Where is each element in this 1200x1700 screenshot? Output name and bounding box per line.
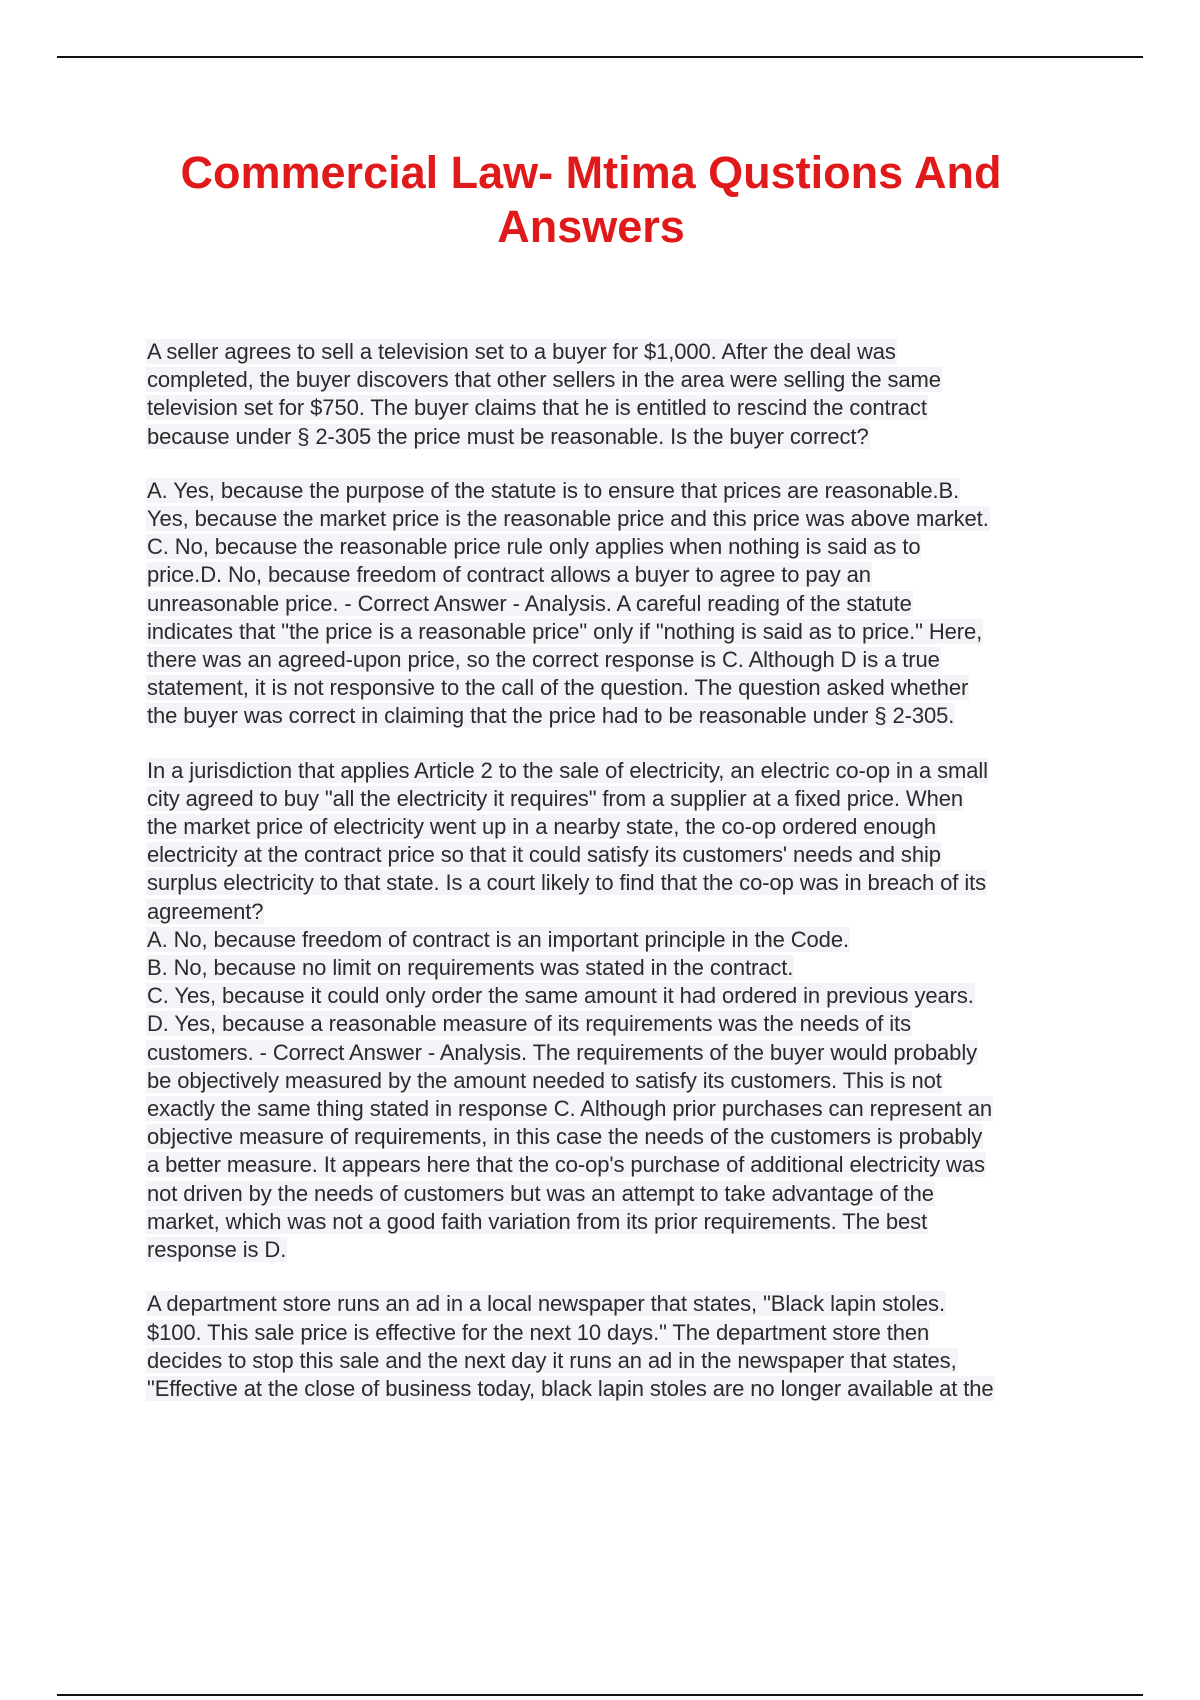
line-text: price.D. No, because freedom of contract allows a buyer to agree to pay an <box>147 562 871 588</box>
text-line <box>146 1290 1092 1318</box>
line-text: "Effective at the close of business today, black lapin stoles are no longer available at the <box>147 1375 994 1401</box>
line-text: because under § 2-305 the price must be reasonable. Is the buyer correct? <box>147 423 869 449</box>
text-line <box>146 1095 1092 1123</box>
line-text: objective measure of requirements, in this case the needs of the customers is probably <box>147 1124 983 1150</box>
text-line <box>146 1067 1092 1095</box>
line-text: decides to stop this sale and the next day it runs an ad in the newspaper that states, <box>147 1347 957 1373</box>
line-text: the market price of electricity went up in a nearby state, the co-op ordered enough <box>147 814 937 840</box>
text-line <box>146 1208 1092 1236</box>
text-line <box>146 505 1092 533</box>
text-line <box>146 1180 1092 1208</box>
line-text: unreasonable price. - Correct Answer - Analysis. A careful reading of the statute <box>147 590 912 616</box>
bottom-rule <box>57 1694 1143 1696</box>
line-text: a better measure. It appears here that the co-op's purchase of additional electricity was <box>147 1152 985 1178</box>
line-text: A. Yes, because the purpose of the statute is to ensure that prices are reasonable.B. <box>147 477 960 503</box>
line-text: indicates that "the price is a reasonable price" only if "nothing is said as to price." Here, <box>147 618 983 644</box>
text-line <box>146 869 1092 897</box>
line-text: A department store runs an ad in a local newspaper that states, "Black lapin stoles. <box>147 1291 945 1317</box>
document-title: Commercial Law- Mtima Qustions And Answers <box>180 147 1002 252</box>
line-text: there was an agreed-upon price, so the correct response is C. Although D is a true <box>147 647 940 673</box>
text-line <box>146 702 1092 730</box>
text-line <box>146 590 1092 618</box>
text-line <box>146 1319 1092 1347</box>
text-block <box>146 757 1092 1265</box>
line-text: not driven by the needs of customers but was an attempt to take advantage of the <box>147 1180 934 1206</box>
line-text: be objectively measured by the amount needed to satisfy its customers. This is not <box>147 1067 942 1093</box>
text-line <box>146 423 1092 451</box>
text-block <box>146 477 1092 731</box>
text-line <box>146 338 1092 366</box>
text-line <box>146 785 1092 813</box>
line-text: surplus electricity to that state. Is a court likely to find that the co-op was in breach of its <box>147 870 987 896</box>
line-text: C. No, because the reasonable price rule only applies when nothing is said as to <box>147 534 921 560</box>
text-line <box>146 674 1092 702</box>
text-line <box>146 618 1092 646</box>
line-text: agreement? <box>147 898 264 924</box>
line-text: A seller agrees to sell a television set to a buyer for $1,000. After the deal was <box>147 339 896 364</box>
text-line <box>146 366 1092 394</box>
line-text: television set for $750. The buyer claims that he is entitled to rescind the contract <box>147 395 927 421</box>
text-line <box>146 561 1092 589</box>
text-line <box>146 1347 1092 1375</box>
line-text: response is D. <box>147 1237 287 1263</box>
text-line <box>146 1010 1092 1038</box>
line-text: D. Yes, because a reasonable measure of its requirements was the needs of its <box>147 1011 911 1037</box>
line-text: customers. - Correct Answer - Analysis. The requirements of the buyer would probably <box>147 1039 978 1065</box>
line-text: statement, it is not responsive to the call of the question. The question asked whether <box>147 675 969 701</box>
text-line <box>146 1375 1092 1403</box>
text-block <box>146 338 1092 451</box>
text-line <box>146 533 1092 561</box>
text-line <box>146 1039 1092 1067</box>
line-text: the buyer was correct in claiming that the price had to be reasonable under § 2-305. <box>147 703 955 729</box>
text-line <box>146 757 1092 785</box>
line-text: completed, the buyer discovers that other sellers in the area were selling the same <box>147 367 941 393</box>
text-line <box>146 954 1092 982</box>
text-line <box>146 1151 1092 1179</box>
line-text: market, which was not a good faith variation from its prior requirements. The best <box>147 1208 928 1234</box>
text-line <box>146 898 1092 926</box>
line-text: In a jurisdiction that applies Article 2 to the sale of electricity, an electric co-op in a small <box>147 757 988 783</box>
line-text: electricity at the contract price so that it could satisfy its customers' needs and ship <box>147 842 941 868</box>
line-text: C. Yes, because it could only order the same amount it had ordered in previous years. <box>147 983 974 1009</box>
document-body <box>146 338 1092 1429</box>
text-line <box>146 1123 1092 1151</box>
text-line <box>146 982 1092 1010</box>
text-line <box>146 477 1092 505</box>
text-line <box>146 926 1092 954</box>
text-line <box>146 394 1092 422</box>
top-rule <box>57 56 1143 58</box>
line-text: Yes, because the market price is the reasonable price and this price was above market. <box>147 506 989 532</box>
text-line <box>146 646 1092 674</box>
text-block <box>146 1290 1092 1403</box>
line-text: city agreed to buy "all the electricity it requires" from a supplier at a fixed price. When <box>147 785 963 811</box>
line-text: $100. This sale price is effective for the next 10 days." The department store then <box>147 1319 930 1345</box>
text-line <box>146 1236 1092 1264</box>
text-line <box>146 813 1092 841</box>
text-line <box>146 841 1092 869</box>
line-text: exactly the same thing stated in response C. Although prior purchases can represent an <box>147 1096 993 1122</box>
line-text: B. No, because no limit on requirements was stated in the contract. <box>147 955 794 981</box>
line-text: A. No, because freedom of contract is an important principle in the Code. <box>147 926 849 952</box>
